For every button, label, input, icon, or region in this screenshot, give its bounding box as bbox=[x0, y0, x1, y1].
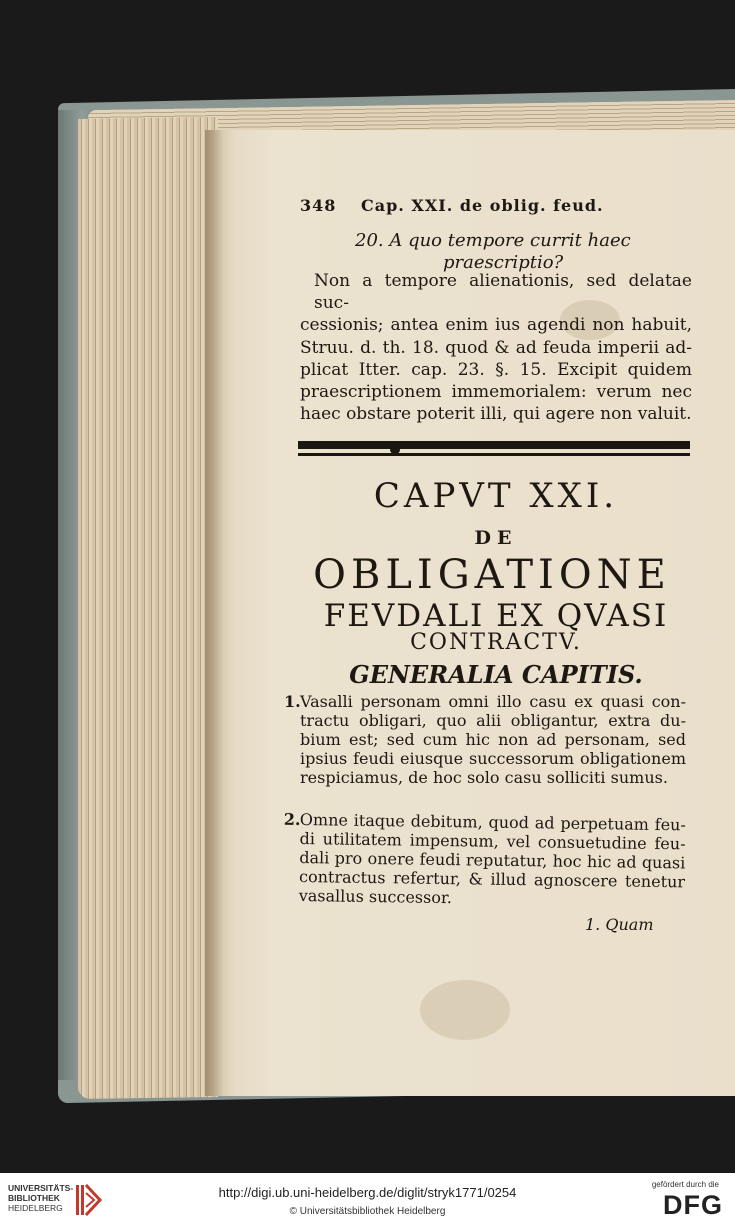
library-logo-icon bbox=[74, 1181, 102, 1219]
paragraph-line: Struu. d. th. 18. quod & ad feuda imperii ad- bbox=[300, 337, 692, 358]
funding-note: gefördert durch die bbox=[651, 1180, 719, 1189]
paragraph-line: Non a tempore alienationis, sed delatae suc- bbox=[314, 271, 692, 314]
paragraph-number: 1. bbox=[284, 692, 301, 711]
rule-thin-bar bbox=[298, 453, 690, 456]
ornamental-rule bbox=[298, 438, 690, 462]
paragraph-line: praescriptionem immemorialem: verum nec bbox=[300, 382, 692, 403]
paragraph-number: 2. bbox=[283, 809, 301, 830]
paragraph-line: vasallus successor. bbox=[298, 885, 453, 908]
answer-paragraph bbox=[300, 270, 692, 425]
question-heading bbox=[355, 230, 685, 274]
paragraph-line: bium est; sed cum hic non ad personam, sed bbox=[300, 730, 686, 749]
paragraph-line: contractus refertur, & illud agnoscere tenetur bbox=[298, 866, 686, 892]
chapter-de: DE bbox=[474, 527, 518, 549]
library-name-line1: UNIVERSITÄTS- bbox=[8, 1183, 74, 1193]
question-heading-line2: praescriptio? bbox=[443, 252, 564, 273]
paper-stain bbox=[420, 980, 510, 1040]
library-name-line2: BIBLIOTHEK bbox=[8, 1193, 60, 1203]
numbered-paragraph bbox=[283, 809, 686, 910]
library-logo-text bbox=[8, 1183, 78, 1213]
paragraph-line: Omne itaque debitum, quod ad perpetuam feu- bbox=[299, 810, 686, 835]
paragraph-line: di utilitatem impensum, vel consuetudine feu- bbox=[299, 828, 686, 854]
paragraph-line: respiciamus, de hoc solo casu solliciti sumus. bbox=[300, 768, 668, 787]
rule-thick-bar bbox=[298, 441, 690, 449]
paragraph-line: plicat Itter. cap. 23. §. 15. Excipit quidem bbox=[300, 359, 692, 380]
paragraph-line: tractu obligari, quo alii obligantur, extra du- bbox=[300, 711, 686, 730]
chapter-title-sub: FEVDALI EX QVASI bbox=[323, 598, 669, 634]
paragraph-line: Vasalli personam omni illo casu ex quasi con- bbox=[300, 692, 686, 711]
running-head-title: Cap. XXI. de oblig. feud. bbox=[360, 196, 604, 215]
page-gutter-shadow bbox=[205, 130, 223, 1096]
paragraph-line: haec obstare poterit illi, qui agere non valuit. bbox=[300, 404, 692, 425]
numbered-paragraph bbox=[284, 692, 686, 787]
library-city: HEIDELBERG bbox=[8, 1203, 63, 1213]
copyright-notice: © Universitätsbibliothek Heidelberg bbox=[289, 1206, 446, 1217]
chapter-title-main: OBLIGATIONE bbox=[313, 552, 671, 598]
page-edges-side bbox=[78, 117, 218, 1099]
running-head bbox=[300, 196, 604, 215]
chapter-title-sub2: CONTRACTV. bbox=[410, 630, 582, 655]
section-heading: GENERALIA CAPITIS. bbox=[349, 660, 643, 689]
question-heading-line1: 20. A quo tempore currit haec bbox=[355, 230, 631, 251]
paragraph-line: ipsius feudi eiusque successorum obligationem bbox=[300, 749, 686, 768]
chapter-number: CAPVT XXI. bbox=[373, 476, 619, 516]
page-number: 348 bbox=[300, 196, 337, 215]
viewer-footer bbox=[0, 1173, 735, 1227]
paragraph-line: cessionis; antea enim ius agendi non habuit, bbox=[300, 315, 692, 336]
permalink-url[interactable]: http://digi.ub.uni-heidelberg.de/diglit/stryk1771/0254 bbox=[218, 1185, 517, 1200]
paragraph-line: dali pro onere feudi reputatur, hoc hic ad quasi bbox=[299, 847, 686, 873]
dfg-logo: DFG bbox=[663, 1190, 723, 1220]
catchword: 1. Quam bbox=[585, 915, 654, 934]
